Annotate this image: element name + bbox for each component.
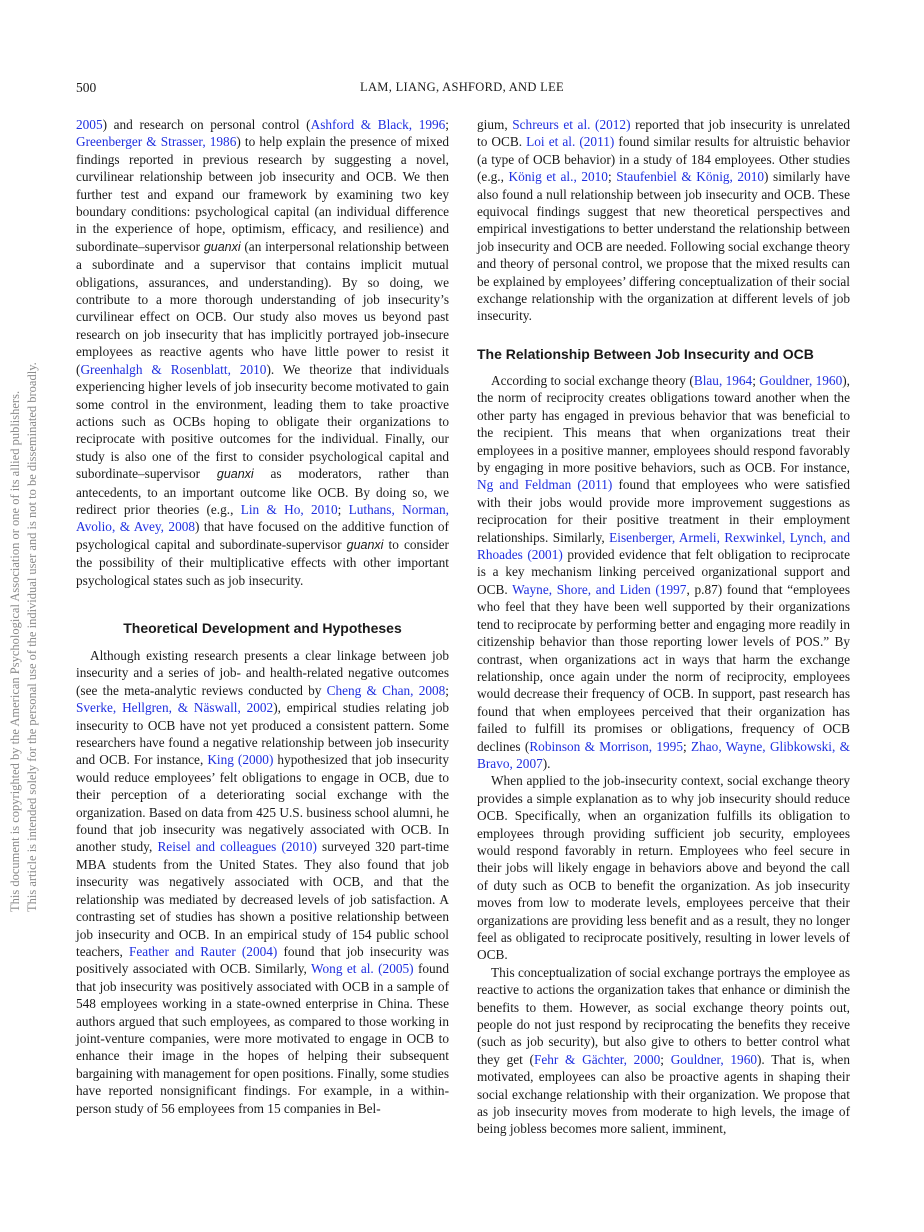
citation-link[interactable]: Loi et al. (2011) xyxy=(526,134,615,150)
italic-term: guanxi xyxy=(216,467,254,482)
body-text: ; xyxy=(660,1051,671,1067)
paragraph xyxy=(477,964,850,1138)
citation-link[interactable]: Ng and Feldman (2011) xyxy=(477,477,613,493)
citation-link[interactable]: Luthans, Norman, Avolio, & Avey, 2008 xyxy=(76,501,449,535)
paragraph xyxy=(76,647,449,1117)
body-text: ) and research on personal control ( xyxy=(102,117,311,132)
citation-link[interactable]: Schreurs et al. (2012) xyxy=(512,117,631,132)
citation-link[interactable]: Eisenberger, Armeli, Rexwinkel, Lynch, and Rhoades (2001) xyxy=(477,529,850,563)
citation-link[interactable]: König et al., 2010 xyxy=(508,169,608,185)
citation-link[interactable]: Greenhalgh & Rosenblatt, 2010 xyxy=(80,361,267,377)
citation-link[interactable]: 2005 xyxy=(76,117,103,132)
body-text: ), empirical studies relating job insecurity to OCB have not yet produced a consistent pattern. Some researchers have found a negative relationship between job insecurity and OCB. For instance, xyxy=(76,700,449,768)
body-text: found that employees who were satisfied with their jobs would provide more improvement suggestions as reciprocation for their positive treatment in their employment relationships. Similarly, xyxy=(477,477,850,545)
citation-link[interactable]: Gouldner, 1960 xyxy=(670,1051,757,1067)
paragraph xyxy=(477,772,850,963)
body-text: hypothesized that job insecurity would reduce employees’ felt obligations to engage in OCB, due to their perception of a deteriorating social exchange with the organization. Based on data from 425 U.S. business school alumni, he found that job insecurity was negatively associated with OCB. In another study, xyxy=(76,752,449,855)
right-column xyxy=(477,116,850,325)
body-text: ) to help explain the presence of mixed findings reported in previous research by suggesting a novel, curvilinear relationship between job insecurity and OCB. We then further test and expand our framework by examining two key boundary conditions: psychological capital (an individual difference in the experience of hope, optimism, efficacy, and resilience) and subordinate–supervisor xyxy=(76,134,449,254)
italic-term: guanxi xyxy=(346,537,384,552)
citation-link[interactable]: Greenberger & Strasser, 1986 xyxy=(76,134,237,150)
italic-term: guanxi xyxy=(203,239,241,254)
subsection-heading: The Relationship Between Job Insecurity and OCB xyxy=(477,346,814,362)
body-text: ). We theorize that individuals experiencing higher levels of job insecurity become motivated to gain some control in the environment, leading them to take proactive actions such as OCBs hoping to obligate their organizations to reciprocate with positive outcomes for the individual. Finally, our study is also one of the first to consider psychological capital and subordinate–supervisor xyxy=(76,361,449,482)
body-text: as moderators, rather than antecedents, to an important outcome like OCB. By doing so, we redirect prior theories (e.g., xyxy=(76,466,449,517)
body-text: found that job insecurity was positively associated with OCB. Similarly, xyxy=(76,943,449,977)
left-column xyxy=(76,116,449,589)
citation-link[interactable]: Sverke, Hellgren, & Näswall, 2002 xyxy=(76,700,274,716)
right-column-section xyxy=(477,372,850,1138)
body-text: surveyed 320 part-time MBA students from the United States. They also found that job insecurity was negatively associated with OCB, and that the relationship was mediated by decreased levels of job satisfaction. A contrasting set of studies has shown a positive relationship between job insecurity and OCB. In an empirical study of 154 public school teachers, xyxy=(76,839,449,959)
paragraph xyxy=(76,116,449,589)
copyright-watermark-line1: This document is copyrighted by the American Psychological Association or one of its allied publishers. xyxy=(8,390,22,912)
citation-link[interactable]: Wayne, Shore, and Liden (1997 xyxy=(512,581,687,597)
body-text: ) similarly have also found a null relationship between job insecurity and OCB. These equivocal findings suggest that new theoretical perspectives and empirical investigations to better understand the relationship between job insecurity and OCB are needed. Following social exchange theory and theory of personal control, we propose that the mixed results can be explained by employees’ differing conceptualization of their social exchange relationship with the organization at different levels of job insecurity. xyxy=(477,169,850,324)
body-text: ), the norm of reciprocity creates obligations toward another when the other party has engaged in previous behavior that was beneficial to the recipient. This means that when organizations treat their employees in a positive manner, employees should respond favorably by engaging in more positive behaviors, such as OCB. For instance, xyxy=(477,373,850,476)
body-text: , p.87) found that “employees who feel that they have been well supported by their organizations tend to reciprocate by performing better and engaging more readily in citizenship behavior than those reporting lower levels of POS.” By contrast, when organizations act in ways that harm the exchange relationship, once again under the norm of reciprocity, employees would decrease their frequency of OCB. In support, past research has found that when employees perceived that their organization has failed to fulfill its promises or obligations, frequency of OCB declines ( xyxy=(477,581,851,754)
body-text: ; xyxy=(752,373,760,388)
page-number: 500 xyxy=(76,80,97,95)
citation-link[interactable]: Staufenbiel & König, 2010 xyxy=(616,169,765,185)
body-text: ; xyxy=(445,682,449,698)
body-text: ) that have focused on the additive function of psychological capital and subordinate-supervisor xyxy=(76,519,449,552)
paragraph xyxy=(477,372,850,772)
copyright-watermark-line2: This article is intended solely for the personal use of the individual user and is not to be disseminated broadly. xyxy=(25,362,39,912)
body-text: ; xyxy=(607,169,617,185)
body-text: ; xyxy=(682,738,691,754)
citation-link[interactable]: Robinson & Morrison, 1995 xyxy=(529,738,683,754)
citation-link[interactable]: Reisel and colleagues (2010) xyxy=(157,839,317,855)
paragraph xyxy=(477,116,850,325)
body-text: This conceptualization of social exchange portrays the employee as reactive to actions the organization takes that enhance or diminish the benefits to them. However, as social exchange theory points out, people do not just respond by reciprocating the benefits they receive (such as job security), but also give to others to better control what they get ( xyxy=(477,964,850,1067)
citation-link[interactable]: Wong et al. (2005) xyxy=(311,961,414,977)
body-text: provided evidence that felt obligation to reciprocate is a key mechanism linking perceived organizational support and OCB. xyxy=(477,547,850,597)
left-column-section xyxy=(76,647,449,1117)
citation-link[interactable]: Feather and Rauter (2004) xyxy=(129,943,278,959)
citation-link[interactable]: King (2000) xyxy=(207,752,274,768)
body-text: reported that job insecurity is unrelated to OCB. xyxy=(477,117,851,150)
body-text: to consider the possibility of their multiplicative effects with other important psychological states such as job insecurity. xyxy=(76,536,449,588)
body-text: ). That is, when motivated, employees can also be proactive agents in shaping their social exchange relationship with their organization. We propose that as job insecurity moves from moderate to high levels, the image of being jobless becomes more salient, imminent, xyxy=(477,1051,850,1137)
citation-link[interactable]: Zhao, Wayne, Glibkowski, & Bravo, 2007 xyxy=(477,738,850,771)
body-text: gium, xyxy=(477,117,513,132)
citation-link[interactable]: Blau, 1964 xyxy=(693,373,753,388)
body-text: (an interpersonal relationship between a subordinate and a supervisor that contains implicit mutual obligations, assurances, and understanding). By so doing, we contribute to a more thorough understanding of job insecurity’s curvilinear effect on OCB. Our study also moves us beyond past research on job insecurity that has implicitly portrayed job-insecure employees as reactive agents who have little power to resist it ( xyxy=(76,238,450,377)
citation-link[interactable]: Cheng & Chan, 2008 xyxy=(326,682,446,698)
body-text: ; xyxy=(445,117,449,132)
body-text: found similar results for altruistic behavior (a type of OCB behavior) in a study of 184 employees. Other studies (e.g., xyxy=(477,134,850,185)
body-text: According to social exchange theory ( xyxy=(491,373,694,388)
body-text: ). xyxy=(542,755,551,771)
running-head: LAM, LIANG, ASHFORD, AND LEE xyxy=(360,80,564,94)
body-text: found that job insecurity was positively associated with OCB in a sample of 548 employees working in a state-owned enterprise in China. These authors argued that such employees, as compared to those working in joint-venture companies, were more motivated to engage in OCB to enhance their image in the hopes of helping their subsequent bargaining with management for open positions. Finally, some studies have reported nonsignificant findings. For example, in a within-person study of 56 employees from 15 companies in Bel- xyxy=(76,961,449,1116)
body-text: When applied to the job-insecurity context, social exchange theory provides a simple explanation as to why job insecurity should reduce OCB. Specifically, when an organization fulfills its obligation to employees through providing sufficient job security, employees would respond favorably in return. Employees who feel secure in their jobs will likely engage in behaviors above and beyond the call of duty such as OCB to benefit the organization. As job insecurity moves from low to moderate levels, employees perceive that their organizations are providing less benefit and as a result, they no longer feel as obligated to reciprocate positively, resulting in lower levels of OCB. xyxy=(477,773,850,963)
body-text: ; xyxy=(337,501,349,517)
citation-link[interactable]: Ashford & Black, 1996 xyxy=(310,117,446,132)
citation-link[interactable]: Gouldner, 1960 xyxy=(759,373,843,388)
citation-link[interactable]: Fehr & Gächter, 2000 xyxy=(533,1051,661,1067)
citation-link[interactable]: Lin & Ho, 2010 xyxy=(240,501,338,517)
body-text: Although existing research presents a clear linkage between job insecurity and a series of job- and health-related negative outcomes (see the meta-analytic reviews conducted by xyxy=(76,648,449,698)
section-heading: Theoretical Development and Hypotheses xyxy=(123,620,402,636)
